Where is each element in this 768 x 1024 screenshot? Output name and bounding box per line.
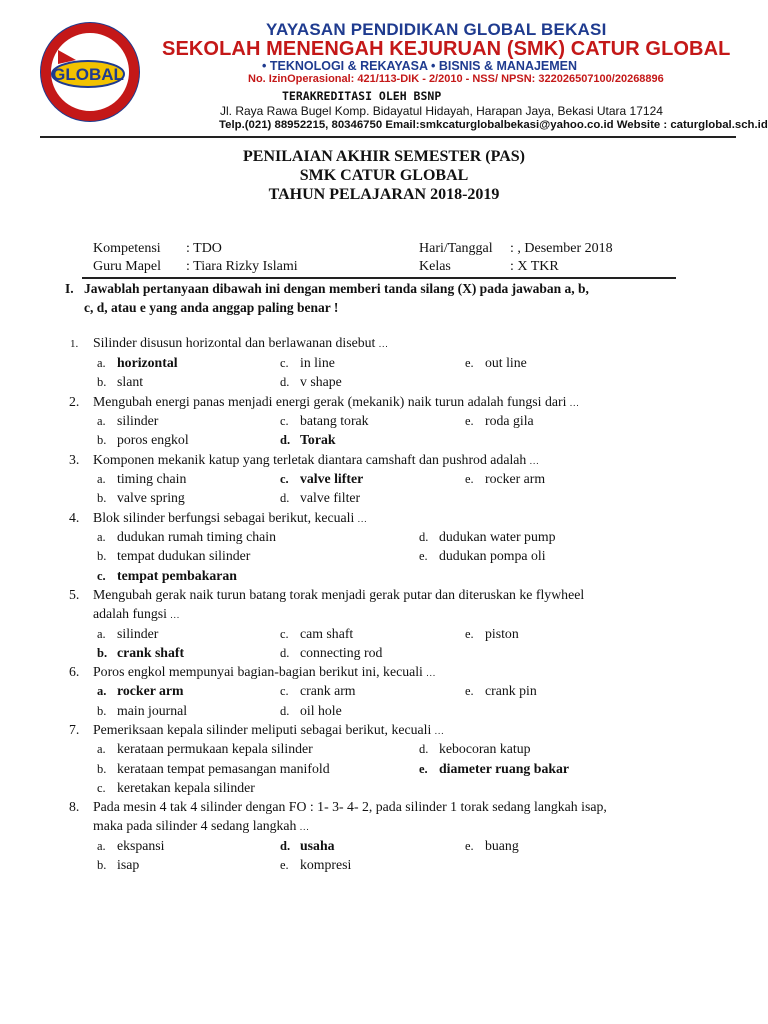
option-text: slant bbox=[117, 374, 144, 389]
option-text: kerataan permukaan kepala silinder bbox=[117, 741, 313, 756]
option-text: timing chain bbox=[117, 471, 187, 486]
option[interactable] bbox=[280, 838, 335, 854]
exam-year: TAHUN PELAJARAN 2018-2019 bbox=[268, 186, 500, 203]
option-letter: b. bbox=[97, 646, 108, 660]
option[interactable] bbox=[465, 626, 519, 642]
instruction-line-1: Jawablah pertanyaan dibawah ini dengan memberi tanda silang (X) pada jawaban a, b, bbox=[84, 281, 589, 296]
option-letter: e. bbox=[465, 839, 474, 853]
option-letter: a. bbox=[97, 839, 106, 853]
kompetensi-value: : TDO bbox=[186, 241, 222, 256]
question-number: 3. bbox=[69, 452, 80, 467]
option[interactable] bbox=[97, 548, 250, 564]
option[interactable] bbox=[97, 857, 139, 873]
option[interactable] bbox=[280, 355, 335, 371]
option-text: kerataan tempat pemasangan manifold bbox=[117, 761, 330, 776]
question-text: Pemeriksaan kepala silinder meliputi sebagai berikut, kecuali ... bbox=[93, 722, 445, 737]
option-text: v shape bbox=[300, 374, 342, 389]
question-number: 5. bbox=[69, 587, 80, 602]
option-letter: a. bbox=[97, 414, 106, 428]
option-text: oil hole bbox=[300, 703, 342, 718]
option-letter: a. bbox=[97, 530, 106, 544]
option[interactable] bbox=[419, 548, 546, 564]
option[interactable] bbox=[97, 683, 184, 699]
option-text: roda gila bbox=[485, 413, 534, 428]
option-text: kompresi bbox=[300, 857, 352, 872]
info-divider bbox=[82, 277, 676, 279]
option-text: valve filter bbox=[300, 490, 361, 505]
ellipsis: ... bbox=[569, 398, 580, 408]
option-text: silinder bbox=[117, 626, 159, 641]
logo-text: GLOBAL bbox=[52, 65, 124, 84]
option-text-correct: valve lifter bbox=[300, 471, 364, 486]
question-number: 2. bbox=[69, 394, 80, 409]
option-text: dudukan pompa oli bbox=[439, 548, 546, 563]
option-text: kebocoran katup bbox=[439, 741, 531, 756]
instruction-numeral: I. bbox=[65, 281, 74, 296]
option-text: cam shaft bbox=[300, 626, 354, 641]
letterhead-divider bbox=[40, 136, 736, 138]
option-letter: b. bbox=[97, 375, 107, 389]
option[interactable] bbox=[97, 645, 184, 661]
ellipsis: ... bbox=[299, 822, 310, 832]
option-text-correct: Torak bbox=[300, 432, 336, 447]
option-text: piston bbox=[485, 626, 519, 641]
option-text-correct: diameter ruang bakar bbox=[439, 761, 570, 776]
school-license: No. IzinOperasional: 421/113-DIK - 2/2010 - NSS/ NPSN: 322026507100/20268896 bbox=[248, 73, 664, 85]
option-letter: c. bbox=[280, 472, 289, 486]
option-letter: d. bbox=[419, 530, 429, 544]
option[interactable] bbox=[97, 529, 276, 545]
question-text: Poros engkol mempunyai bagian-bagian berikut ini, kecuali ... bbox=[93, 664, 437, 679]
option-letter: d. bbox=[280, 704, 290, 718]
question-text: Mengubah energi panas menjadi energi gerak (mekanik) naik turun adalah fungsi dari ... bbox=[93, 394, 580, 409]
option-letter: d. bbox=[280, 839, 291, 853]
school-contact: Telp.(021) 88952215, 80346750 Email:smkcaturglobalbekasi@yahoo.co.id Website : caturglobal.sch.id bbox=[219, 119, 768, 131]
option-text-correct: horizontal bbox=[117, 355, 178, 370]
option[interactable] bbox=[280, 703, 342, 719]
option[interactable] bbox=[97, 703, 187, 719]
option-text: in line bbox=[300, 355, 335, 370]
option-letter: b. bbox=[97, 858, 107, 872]
option[interactable] bbox=[419, 741, 531, 757]
kompetensi-label: Kompetensi bbox=[93, 241, 161, 256]
option-letter: a. bbox=[97, 684, 107, 698]
option[interactable] bbox=[280, 645, 382, 661]
option-letter: e. bbox=[465, 684, 474, 698]
question-text: Blok silinder berfungsi sebagai berikut, kecuali ... bbox=[93, 510, 368, 525]
option[interactable] bbox=[97, 471, 186, 487]
option-text: silinder bbox=[117, 413, 159, 428]
question-text: Komponen mekanik katup yang terletak diantara camshaft dan pushrod adalah ... bbox=[93, 452, 540, 467]
option[interactable] bbox=[280, 626, 353, 642]
option[interactable] bbox=[97, 374, 143, 390]
kelas-value: : X TKR bbox=[510, 259, 559, 274]
option[interactable] bbox=[280, 374, 342, 390]
option-text-correct: usaha bbox=[300, 838, 335, 853]
question-number: 4. bbox=[69, 510, 80, 525]
question-text: Silinder disusun horizontal dan berlawanan disebut ... bbox=[93, 335, 389, 350]
option-letter: d. bbox=[280, 433, 291, 447]
option-letter: a. bbox=[97, 356, 106, 370]
option-text: crank arm bbox=[300, 683, 356, 698]
option-text: ekspansi bbox=[117, 838, 165, 853]
option-letter: d. bbox=[280, 491, 290, 505]
ellipsis: ... bbox=[434, 726, 445, 736]
option-letter: e. bbox=[419, 549, 428, 563]
option-letter: c. bbox=[280, 684, 289, 698]
question-number: 6. bbox=[69, 664, 80, 679]
option[interactable] bbox=[97, 355, 178, 371]
instruction-line-2: c, d, atau e yang anda anggap paling benar ! bbox=[84, 300, 339, 315]
option-letter: c. bbox=[97, 781, 106, 795]
option-letter: b. bbox=[97, 762, 107, 776]
option-letter: b. bbox=[97, 491, 107, 505]
option-letter: e. bbox=[465, 472, 474, 486]
question-number: 7. bbox=[69, 722, 80, 737]
option-text-correct: rocker arm bbox=[117, 683, 184, 698]
option-text: valve spring bbox=[117, 490, 185, 505]
option[interactable] bbox=[465, 683, 537, 699]
option-letter: b. bbox=[97, 549, 107, 563]
question-number: 8. bbox=[69, 799, 80, 814]
option-text: keretakan kepala silinder bbox=[117, 780, 255, 795]
school-logo bbox=[38, 20, 142, 124]
school-name: SEKOLAH MENENGAH KEJURUAN (SMK) CATUR GLOBAL bbox=[162, 38, 731, 60]
option-text: buang bbox=[485, 838, 519, 853]
option-text: dudukan rumah timing chain bbox=[117, 529, 277, 544]
hari-label: Hari/Tanggal bbox=[419, 241, 493, 256]
option-letter: c. bbox=[280, 414, 289, 428]
option[interactable] bbox=[97, 432, 189, 448]
option[interactable] bbox=[280, 490, 360, 506]
option-letter: e. bbox=[280, 858, 289, 872]
school-address: Jl. Raya Rawa Bugel Komp. Bidayatul Hidayah, Harapan Jaya, Bekasi Utara 17124 bbox=[220, 104, 663, 118]
option-letter: e. bbox=[419, 762, 428, 776]
option-text: main journal bbox=[117, 703, 188, 718]
option-letter: d. bbox=[280, 646, 290, 660]
option[interactable] bbox=[97, 838, 165, 854]
hari-value: : , Desember 2018 bbox=[510, 241, 613, 256]
school-programs: • TEKNOLOGI & REKAYASA • BISNIS & MANAJEMEN bbox=[262, 59, 578, 73]
option-letter: a. bbox=[97, 627, 106, 641]
question-text: Pada mesin 4 tak 4 silinder dengan FO : 1- 3- 4- 2, pada silinder 1 torak sedang langkah isap, bbox=[93, 799, 607, 814]
guru-value: : Tiara Rizky Islami bbox=[186, 259, 298, 274]
option[interactable] bbox=[465, 838, 519, 854]
option[interactable] bbox=[280, 857, 351, 873]
question-number: 1. bbox=[70, 338, 79, 350]
option[interactable] bbox=[419, 761, 569, 777]
option[interactable] bbox=[97, 413, 158, 429]
kelas-label: Kelas bbox=[419, 259, 451, 274]
ellipsis: ... bbox=[426, 668, 437, 678]
option[interactable] bbox=[465, 471, 545, 487]
option-letter: d. bbox=[280, 375, 290, 389]
option[interactable] bbox=[419, 529, 555, 545]
option-text-correct: tempat pembakaran bbox=[117, 568, 237, 583]
option-text: out line bbox=[485, 355, 527, 370]
ellipsis: ... bbox=[529, 456, 540, 466]
option[interactable] bbox=[97, 780, 255, 796]
option[interactable] bbox=[97, 490, 185, 506]
option-letter: e. bbox=[465, 627, 474, 641]
option-letter: b. bbox=[97, 704, 107, 718]
option[interactable] bbox=[280, 683, 356, 699]
option-letter: c. bbox=[97, 569, 106, 583]
option[interactable] bbox=[280, 432, 336, 448]
ellipsis: ... bbox=[170, 610, 181, 620]
ellipsis: ... bbox=[357, 514, 368, 524]
option[interactable] bbox=[465, 413, 534, 429]
option[interactable] bbox=[97, 761, 330, 777]
option-text: poros engkol bbox=[117, 432, 189, 447]
option-text: isap bbox=[117, 857, 140, 872]
option[interactable] bbox=[465, 355, 527, 371]
option-text: connecting rod bbox=[300, 645, 383, 660]
option-text: crank pin bbox=[485, 683, 537, 698]
option-text-correct: crank shaft bbox=[117, 645, 185, 660]
option-text: tempat dudukan silinder bbox=[117, 548, 251, 563]
option-letter: c. bbox=[280, 356, 289, 370]
option[interactable] bbox=[280, 413, 369, 429]
ellipsis: ... bbox=[378, 339, 389, 349]
option-text: dudukan water pump bbox=[439, 529, 556, 544]
option[interactable] bbox=[280, 471, 363, 487]
question-text: Mengubah gerak naik turun batang torak menjadi gerak putar dan diteruskan ke flywheel bbox=[93, 587, 585, 602]
question-text-continued: maka pada silinder 4 sedang langkah ... bbox=[93, 818, 310, 833]
option-letter: e. bbox=[465, 414, 474, 428]
option-letter: a. bbox=[97, 742, 106, 756]
option-text: rocker arm bbox=[485, 471, 546, 486]
option[interactable] bbox=[97, 568, 237, 584]
option-letter: e. bbox=[465, 356, 474, 370]
option[interactable] bbox=[97, 741, 313, 757]
guru-label: Guru Mapel bbox=[93, 259, 162, 274]
option-letter: d. bbox=[419, 742, 429, 756]
question-text-continued: adalah fungsi ... bbox=[93, 606, 181, 621]
option-letter: b. bbox=[97, 433, 107, 447]
accreditation: TERAKREDITASI OLEH BSNP bbox=[282, 89, 442, 103]
foundation-name: YAYASAN PENDIDIKAN GLOBAL BEKASI bbox=[266, 20, 607, 39]
exam-school: SMK CATUR GLOBAL bbox=[299, 167, 469, 184]
option-letter: a. bbox=[97, 472, 106, 486]
option-letter: c. bbox=[280, 627, 289, 641]
option[interactable] bbox=[97, 626, 158, 642]
exam-title: PENILAIAN AKHIR SEMESTER (PAS) bbox=[243, 148, 525, 165]
option-text: batang torak bbox=[300, 413, 369, 428]
